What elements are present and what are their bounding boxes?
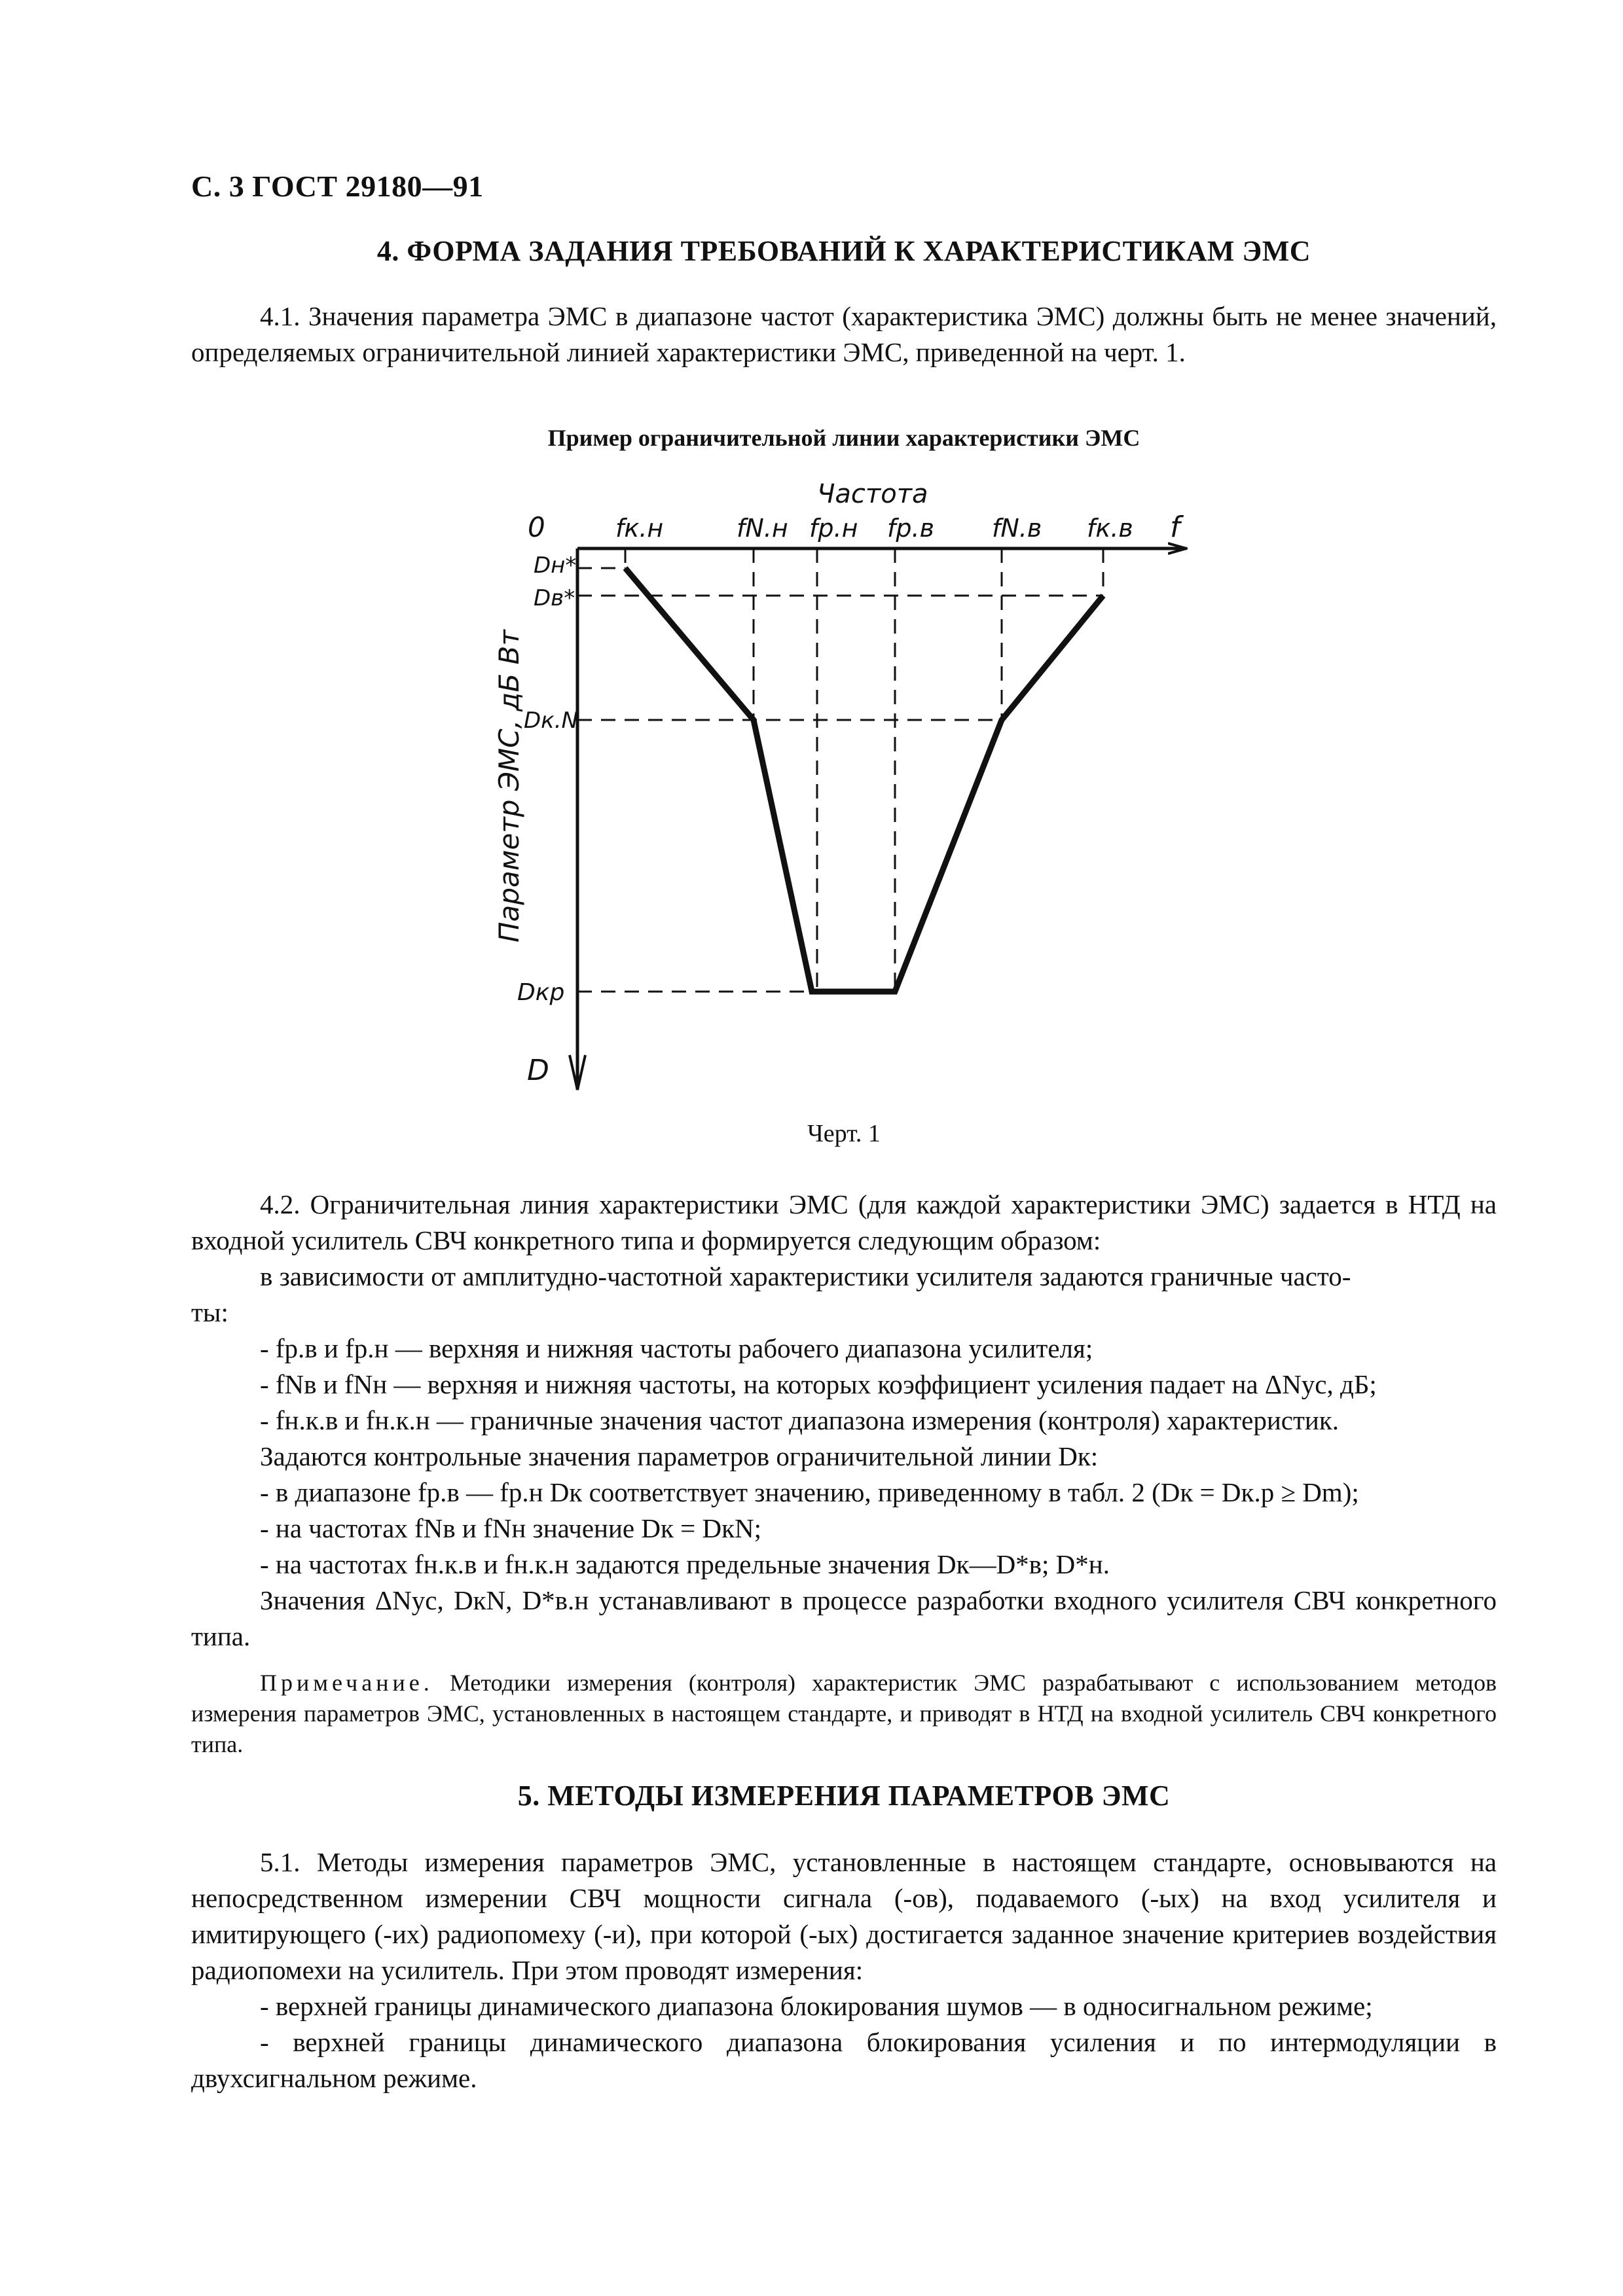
top-axis-label: Частота <box>817 479 928 509</box>
list-item-noise-blocking: - верхней границы динамического диапазона блокирования шумов — в односигнальном режиме; <box>260 1991 1373 2021</box>
list-item-limit-values: - на частотах fн.к.в и fн.к.н задаются предельные значения Dк—D*в; D*н. <box>260 1549 1110 1579</box>
limit-line <box>625 568 1103 992</box>
paragraph-4-1: 4.1. Значения параметра ЭМС в диапазоне частот (характеристика ЭМС) должны быть не менее значений, определяемых ограничительной линией характеристики ЭМС, приведенной на черт. 1. <box>191 301 1497 367</box>
tick-label-fkn: fк.н <box>615 514 664 543</box>
list-item-gain-drop: - fNв и fNн — верхняя и нижняя частоты, на которых коэффициент усиления падает на ΔNус, дБ; <box>260 1369 1377 1399</box>
paragraph-4-2-wrap: ты: <box>191 1297 228 1327</box>
figure-caption: Черт. 1 <box>807 1120 881 1147</box>
control-values-intro: Задаются контрольные значения параметров ограничительной линии Dк: <box>260 1441 1099 1471</box>
paragraph-values-set: Значения ΔNус, DкN, D*в.н устанавливают в процессе разработки входного усилителя СВЧ конкретного типа. <box>191 1585 1497 1651</box>
d-axis-label: D <box>527 1054 549 1087</box>
figure-title: Пример ограничительной линии характеристики ЭМС <box>547 425 1140 451</box>
list-item-working-range-value: - в диапазоне fр.в — fр.н Dк соответствует значению, приведенному в табл. 2 (Dк = Dк.р ≥ Dm); <box>260 1477 1359 1507</box>
note-label: Примечание. <box>260 1670 433 1696</box>
tick-label-fkv: fк.в <box>1087 514 1133 543</box>
tick-label-frn: fр.н <box>809 514 858 543</box>
list-item-working-band: - fр.в и fр.н — верхняя и нижняя частоты рабочего диапазона усилителя; <box>260 1333 1093 1363</box>
f-axis-label: f <box>1170 511 1180 544</box>
tick-label-fnn: fN.н <box>737 514 788 543</box>
tick-label-dv: Dв* <box>534 585 575 611</box>
note-text: Методики измерения (контроля) характеристик ЭМС разрабатывают с использованием методов измерения параметров ЭМС, установленных в настоящем стандарте, и приводят в НТД на входной усилитель СВЧ конкретного типа. <box>191 1670 1497 1757</box>
left-axis-label: Параметр ЭМС, дБ Вт <box>493 630 525 942</box>
paragraph-4-2-cont: в зависимости от амплитудно-частотной характеристики усилителя задаются граничные часто- <box>260 1261 1351 1291</box>
page-header: С. 3 ГОСТ 29180—91 <box>191 170 484 203</box>
tick-label-frv: fр.в <box>887 514 934 543</box>
paragraph-5-1: 5.1. Методы измерения параметров ЭМС, установленные в настоящем стандарте, основываются на непосредственном измерении СВЧ мощности сигнала (-ов), подаваемого (-ых) на вход усилителя и имитирующего (-их) радиопомеху (-и), при которой (-ых) достигается заданное значение критериев воздействия радиопомехи на усилитель. При этом проводят измерения: <box>191 1847 1497 1985</box>
tick-label-dkr: Dкр <box>517 979 565 1006</box>
tick-label-dkn: Dк.N <box>524 708 578 734</box>
tick-label-fnv: fN.в <box>992 514 1042 543</box>
origin-label: 0 <box>528 511 545 543</box>
paragraph-4-2: 4.2. Ограничительная линия характеристики ЭМС (для каждой характеристики ЭМС) задается в НТД на входной усилитель СВЧ конкретного типа и формируется следующим образом: <box>191 1189 1497 1255</box>
note <box>191 1668 1497 1760</box>
tick-label-dh: Dн* <box>534 552 577 579</box>
section-4-title: 4. ФОРМА ЗАДАНИЯ ТРЕБОВАНИЙ К ХАРАКТЕРИСТИКАМ ЭМС <box>376 235 1311 267</box>
list-item-gain-blocking: - верхней границы динамического диапазона блокирования усиления и по интермодуляции в двухсигнальном режиме. <box>191 2027 1497 2093</box>
list-item-n-frequencies: - на частотах fNв и fNн значение Dк = DкN; <box>260 1513 762 1543</box>
list-item-control-band: - fн.к.в и fн.к.н — граничные значения частот диапазона измерения (контроля) характеристик. <box>260 1405 1340 1435</box>
section-5-title: 5. МЕТОДЫ ИЗМЕРЕНИЯ ПАРАМЕТРОВ ЭМС <box>517 1780 1171 1812</box>
